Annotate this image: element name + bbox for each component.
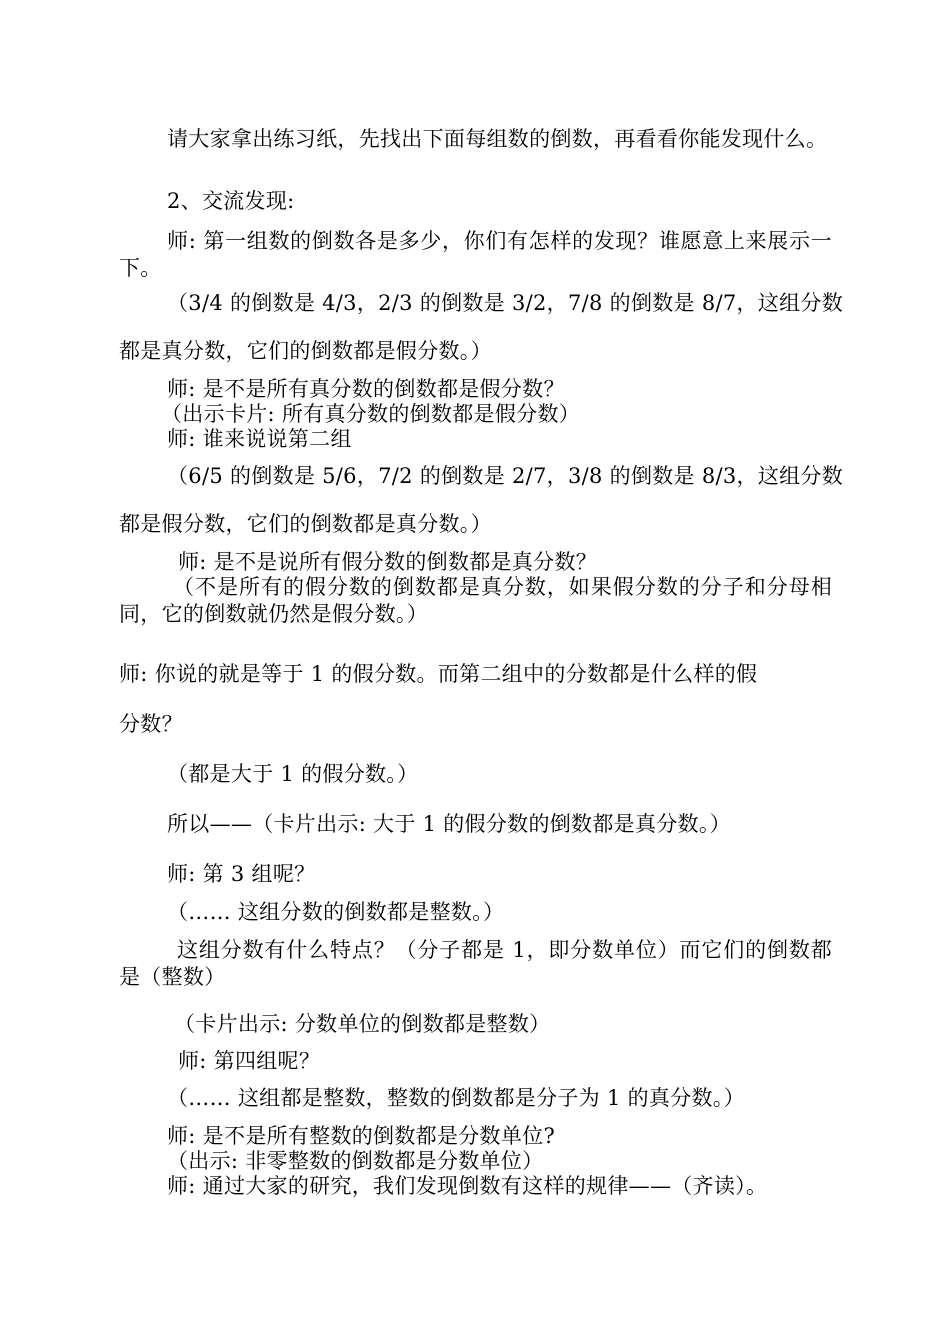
paragraph-group1-answer: （3/4 的倒数是 4/3，2/3 的倒数是 3/2，7/8 的倒数是 8/7，这组分数	[167, 291, 844, 315]
paragraph-card4: （出示: 非零整数的倒数都是分数单位）	[167, 1149, 544, 1173]
paragraph-teacher-group1: 师: 第一组数的倒数各是多少，你们有怎样的发现？谁愿意上来展示一下。	[119, 229, 832, 280]
paragraph-group4-answer: （…… 这组都是整数，整数的倒数都是分子为 1 的真分数。）	[167, 1086, 745, 1110]
paragraph-teacher-q1: 师: 是不是所有真分数的倒数都是假分数？	[167, 377, 565, 401]
paragraph-improper-explain: （不是所有的假分数的倒数都是真分数，如果假分数的分子和分母相同，它的倒数就仍然是假分数。）	[119, 575, 832, 626]
paragraph-greater-one: （都是大于 1 的假分数。）	[167, 762, 419, 786]
paragraph-teacher-q3: 师: 是不是所有整数的倒数都是分数单位?	[167, 1124, 556, 1148]
paragraph-group2-answer-cont: 都是假分数，它们的倒数都是真分数。）	[119, 512, 492, 536]
paragraph-teacher-equal-one-cont: 分数？	[119, 712, 183, 736]
paragraph-teacher-group3: 师: 第 3 组呢？	[167, 862, 316, 886]
paragraph-intro: 请大家拿出练习纸，先找出下面每组数的倒数，再看看你能发现什么。	[167, 127, 828, 151]
paragraph-card2: 所以——（卡片出示: 大于 1 的假分数的倒数都是真分数。）	[167, 812, 731, 836]
paragraph-teacher-summary: 师: 通过大家的研究，我们发现倒数有这样的规律——（齐读）。	[167, 1174, 768, 1198]
paragraph-card1: （出示卡片: 所有真分数的倒数都是假分数）	[161, 402, 581, 426]
heading-exchange: 2、交流发现:	[167, 189, 295, 213]
paragraph-teacher-equal-one: 师: 你说的就是等于 1 的假分数。而第二组中的分数都是什么样的假	[119, 662, 758, 686]
paragraph-card3: （卡片出示: 分数单位的倒数都是整数）	[174, 1012, 551, 1036]
paragraph-teacher-group4: 师: 第四组呢？	[178, 1049, 321, 1073]
paragraph-group3-answer: （…… 这组分数的倒数都是整数。）	[167, 900, 505, 924]
paragraph-group2-answer: （6/5 的倒数是 5/6，7/2 的倒数是 2/7，3/8 的倒数是 8/3，这组分数	[167, 464, 844, 488]
paragraph-teacher-q2: 师: 是不是说所有假分数的倒数都是真分数？	[178, 550, 598, 574]
paragraph-unit-fraction: 这组分数有什么特点？（分子都是 1，即分数单位）而它们的倒数都是（整数）	[119, 938, 832, 989]
paragraph-teacher-group2: 师: 谁来说说第二组	[167, 427, 352, 451]
paragraph-group1-answer-cont: 都是真分数，它们的倒数都是假分数。）	[119, 339, 492, 363]
